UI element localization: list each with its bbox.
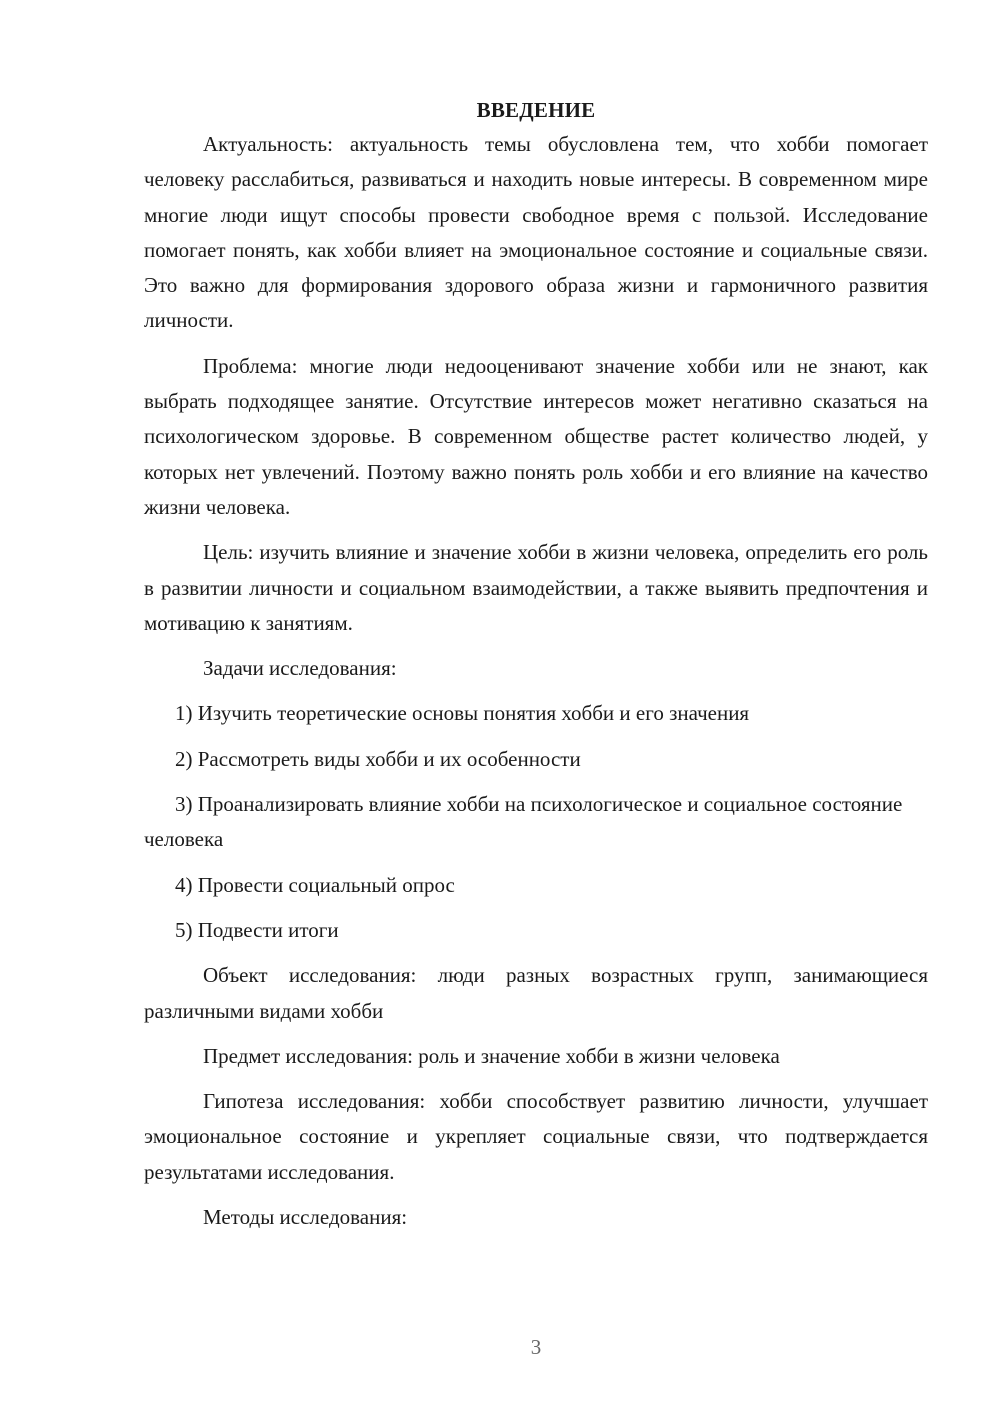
tasks-label: Задачи исследования: (203, 656, 397, 681)
task-item-5: 5) Подвести итоги (175, 917, 339, 942)
subject-paragraph: Предмет исследования: роль и значение хобби в жизни человека (203, 1043, 780, 1068)
relevance-paragraph: Актуальность: актуальность темы обусловлена тем, что хобби помогает человеку расслабиться, развиваться и находить новые интересы. В современном мире многие люди ищут способы провести свободное время с пользой. Исследование помогает понять, как хобби влияет на эмоциональное состояние и социальные связи. Это важно для формирования здорового образа жизни и гармоничного развития личности. (144, 132, 928, 333)
section-heading: ВВЕДЕНИЕ (476, 98, 596, 122)
page-number: 3 (530, 1335, 542, 1359)
methods-label: Методы исследования: (203, 1205, 408, 1230)
task-item-1: 1) Изучить теоретические основы понятия хобби и его значения (175, 701, 750, 726)
hypothesis-paragraph: Гипотеза исследования: хобби способствует развитию личности, улучшает эмоциональное состояние и укрепляет социальные связи, что подтверждается результатами исследования. (144, 1089, 928, 1184)
goal-paragraph: Цель: изучить влияние и значение хобби в жизни человека, определить его роль в развитии личности и социальном взаимодействии, а также выявить предпочтения и мотивацию к занятиям. (144, 540, 928, 635)
task-item-3: 3) Проанализировать влияние хобби на психологическое и социальное состояние человека (144, 792, 903, 852)
problem-paragraph: Проблема: многие люди недооценивают значение хобби или не знают, как выбрать подходящее занятие. Отсутствие интересов может негативно сказаться на психологическом здоровье. В современном обществе растет количество людей, у которых нет увлечений. Поэтому важно понять роль хобби и его влияние на качество жизни человека. (144, 353, 928, 519)
document-page (144, 95, 928, 1245)
task-item-2: 2) Рассмотреть виды хобби и их особенности (175, 746, 581, 771)
task-item-4: 4) Провести социальный опрос (175, 872, 455, 897)
object-paragraph: Объект исследования: люди разных возрастных групп, занимающиеся различными видами хобби (144, 963, 928, 1023)
